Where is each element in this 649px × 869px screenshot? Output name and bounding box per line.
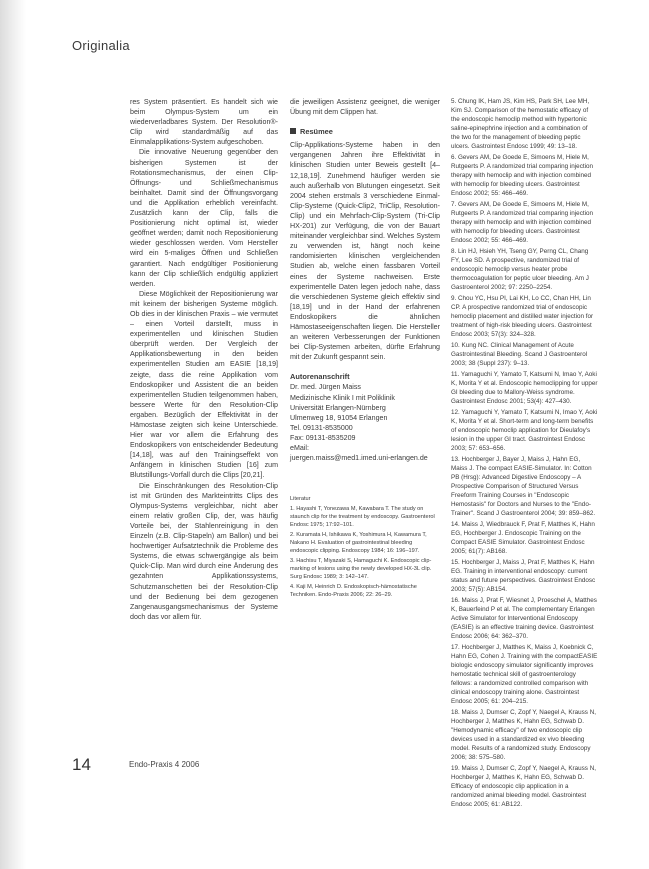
reference-item: 3. Hachisu T, Miyazaki S, Hamaguchi K. Endoscopic clip-marking of lesions using the newly developed HX-3L clip. Surg Endosc 1989; 3: 142–147.: [290, 558, 432, 581]
column-1: [130, 97, 278, 622]
square-bullet-icon: [290, 128, 296, 134]
author-line: Ulmenweg 18, 91054 Erlangen: [290, 413, 388, 422]
author-line: eMail:: [290, 444, 309, 452]
reference-item: 6. Gevers AM, De Goede E, Simoens M, Hiele M, Rutgeerts P. A randomized trial comparing injection therapy with hemoclip and with injection combined with hemoclip for bleeding ulcers. Gastrointest Endosc 2002; 55: 466–469.: [451, 154, 593, 197]
column-3-references: [451, 97, 598, 808]
reference-item: 9. Chou YC, Hsu PI, Lai KH, Lo CC, Chan HH, Lin CP. A prospective randomized trial of endoscopic hemoclip placement and distilled water injection for treatment of high-risk bleeding ulcers. Gastrointest Endosc 2003; 57(3): 324–328.: [451, 295, 594, 338]
references-heading: Literatur: [290, 496, 311, 503]
reference-item: 19. Maiss J, Dumser C, Zopf Y, Naegel A, Krauss N, Hochberger J, Matthes K, Hahn EG, Schwab D. Efficacy of endoscopic clip application in a randomized animal bleeding model. Gastrointest Endosc 2005; 61: AB122.: [451, 765, 597, 808]
reference-item: 17. Hochberger J, Matthes K, Maiss J, Koebnick C, Hahn EG, Cohen J. Training with the compactEASIE biologic endoscopy simulator significantly improves hemostatic technical skill of gastroenterology fellows: a randomized controlled comparison with clinical endoscopy training alone. Gastrointest Endosc 2005; 61: 204–215.: [451, 644, 598, 705]
author-line: Fax: 09131-8535209: [290, 433, 356, 442]
column-2: [290, 97, 440, 601]
reference-item: 12. Yamaguchi Y, Yamato T, Katsumi N, Imao Y, Aoki K, Morita Y et al. Short-term and long-term benefits of endoscopic hemoclip application for Dieulafoy's lesion in the upper GI tract. Gastrointest Endosc 2003; 57: 653–656.: [451, 409, 598, 452]
reference-item: 5. Chung IK, Ham JS, Kim HS, Park SH, Lee MH, Kim SJ. Comparison of the hemostatic efficacy of the endoscopic hemoclip method with hypertonic saline-epinephrine injection and a combination of the two for the management of bleeding peptic ulcers. Gastrointest Endosc 1999; 49: 13–18.: [451, 98, 590, 150]
reference-item: 13. Hochberger J, Bayer J, Maiss J, Hahn EG, Maiss J. The compact EASIE-Simulator. In: Cotton PB (Hrsg): Advanced Digestive Endoscopy – A Prospective Comparison of Structured Versus Freeform Training Courses in "Endoscopic Hemostasis" for Doctors and Nurses to the "Endo-Trainer". Scand J Gastroenterol 2004; 39: 859–862.: [451, 456, 596, 517]
paragraph: res System präsentiert. Es handelt sich wie beim Olympus-System um ein wiederverladbares System. Der Resolution®-Clip wird standardmäßig auf das Einmalapplikations-System aufgeschoben.: [130, 98, 278, 147]
author-line: Dr. med. Jürgen Maiss: [290, 383, 361, 392]
reference-item: 10. Kung NC. Clinical Management of Acute Gastrointestinal Bleeding. Scand J Gastroenterol 2003; 38 (Suppl 237): 9–13.: [451, 342, 588, 367]
paragraph: Die Einschränkungen des Resolution-Clip ist mit Gründen des Markteintritts Clips des Olympus-Systems vergleichbar, nicht aber einem relativ großen Clip, der, was häufig Vorteile bei, der Stahlenreinigung in den Einzeln (z.B. Clip-Stapeln) am Ballon) und bei hochwertiger Aufsatztechnik die Probleme des Systems, die etwas schwergängige als beim Quick-Clip. Man wird durch eine Änderung des gezahnten Applikationssystems, Schutzmanschetten bei der Resolution-Clip und der Bedienung bei dem gezogenen Zangenausgangsmechanismus der Systeme doch das vor allem für.: [130, 481, 278, 621]
reference-item: 18. Maiss J, Dumser C, Zopf Y, Naegel A, Krauss N, Hochberger J, Matthes K, Hahn EG, Schwab D. "Hemodynamic efficacy" of two endoscopic clip devices used in a standardized ex vivo bleeding model. Results of a randomized study. Endoscopy 2006; 38: 575–580.: [451, 709, 597, 761]
author-line: Medizinische Klinik I mit Poliklinik: [290, 393, 395, 402]
reference-item: 16. Maiss J, Prat F, Wiesnet J, Proeschel A, Matthes K, Bauerfeind P et al. The complementary Erlangen Active Simulator for Interventional Endoscopy (EASIE) is an effective training device. Gastrointest Endosc 2006; 64: 362–370.: [451, 597, 597, 640]
references-start: [290, 495, 440, 599]
paragraph: die jeweiligen Assistenz geeignet, die weniger Übung mit dem Clippen hat.: [290, 98, 440, 117]
scan-shadow: [0, 0, 26, 869]
author-address: [290, 372, 440, 463]
reference-item: 14. Maiss J, Wiedbrauck F, Prat F, Matthes K, Hahn EG, Hochberger J. Endoscopic Training on the Compact EASIE Simulator. Gastrointest Endosc 2005; 61(7): AB168.: [451, 521, 595, 555]
page-number: 14: [72, 755, 91, 774]
reference-item: 7. Gevers AM, De Goede E, Simoens M, Hiele M, Rutgeerts P. A randomized trial comparing injection therapy with hemoclip and with injection combined with hemoclip for bleeding ulcers. Gastrointest Endosc 2002; 55: 466–469.: [451, 201, 593, 244]
reference-item: 2. Kuramata H, Ishikawa K, Yoshimura H, Kawamura T, Nakano H. Evaluation of gastrointestinal bleeding endoscopic clipping. Endoscopy 1984; 16: 196–197.: [290, 532, 427, 555]
reference-item: 15. Hochberger J, Maiss J, Prat F, Matthes K, Hahn EG. Training in interventional endoscopy: current status and future perspectives. Gastrointest Endosc 2003; 57(5): AB154.: [451, 559, 596, 593]
journal-name: Endo-Praxis 4 2006: [129, 760, 200, 769]
paragraph: Clip-Applikations-Systeme haben in den vergangenen Jahren ihre Effektivität in klinischen Studien unter Beweis gestellt [4–12,18,19]. Zunehmend häufiger werden sie auch außerhalb von Blutungen eingesetzt. Seit 2004 stehen erstmals 3 verschiedene Einmal-Clip-Systeme (Quick-Clip2, TriClip, Resolution-Clip) und ein Mehrfach-Clip-System (Tri-Clip HX-201) zur Verfügung, die von der Bauart miteinander vergleichbar sind. Welches System zu verwenden ist, hängt noch keine randomisierten klinischen vergleichenden Studien ab, welche einen fassbaren Vorteil eines der Systeme nachweisen. Erste experimentelle Daten legen jedoch nahe, dass die verschiedenen Systeme gleich effektiv sind [18,19] und in der Hand der erfahrenen Endoskopikers die ähnlichen Hämostaseeigenschaften liegen. Die Hersteller an weiteren Verbesserungen der Funktionen bei Clip-Systemen arbeiten, dürfte Erfahrung mit der Zukunft gespannt sein.: [290, 141, 440, 362]
author-line: Universität Erlangen-Nürnberg: [290, 403, 386, 412]
author-line: Tel. 09131-8535000: [290, 423, 353, 432]
paragraph: Die innovative Neuerung gegenüber den bisherigen Systemen ist der Rotationsmechanismus, der einen Clip-Öffnungs- und Schließmechanismus beinhaltet. Damit sind der Öffnungsvorgang und die Applikation erheblich vereinfacht. Zusätzlich kann der Clip, falls die Positionierung nicht optimal ist, wieder geöffnet werden; damit noch Repositionierung wieder geschlossen werden. Vom Hersteller wird ein 5-maliges Öffnen und Schließen garantiert. Nach endgültiger Positionierung kann der Clip schließlich endgültig appliziert werden.: [130, 148, 278, 288]
reference-item: 4. Kaji M, Heinrich D. Endoskopisch-hämostatische Techniken. Endo-Praxis 2006; 22: 26–29.: [290, 584, 417, 599]
reference-item: 8. Lin HJ, Hsieh YH, Tseng GY, Perng CL, Chang FY, Lee SD. A prospective, randomized trial of endoscopic hemoclip versus heater probe thermocoagulation for peptic ulcer bleeding. Am J Gastroenterol 2002; 97: 2250–2254.: [451, 248, 589, 291]
section-heading-resuemee: [290, 127, 440, 137]
author-heading: Autorenanschrift: [290, 372, 350, 382]
section-label: Originalia: [72, 38, 130, 53]
reference-item: 1. Hayashi T, Yonezawa M, Kawabara T. The study on staunch clip for the treatment by endoscopy. Gastroenterol Endosc 1975; 17:92–101.: [290, 506, 435, 529]
heading-text: Resümee: [300, 127, 333, 137]
reference-item: 11. Yamaguchi Y, Yamato T, Katsumi N, Imao Y, Aoki K, Morita Y et al. Endoscopic hemoclipping for upper GI bleeding due to Mallory-Weiss syndrome. Gastrointest Endosc 2001; 53(4): 427–430.: [451, 371, 598, 405]
author-email: juergen.maiss@med1.imed.uni-erlangen.de: [290, 454, 428, 463]
page-footer: [72, 755, 597, 775]
paragraph: Diese Möglichkeit der Repositionierung war mit keinem der bisherigen Systeme möglich. Ob dies in der klinischen Praxis – wie vermutet – einen Vorteil darstellt, muss in experimentellen und klinischen Studien überprüft werden. Der Vergleich der Applikationsbewertung in den beiden experimentellen Studien am EASIE [18,19] zeigte, dass die reine Applikation vom Endoskopiker und Assistent die an beiden experimentellen Studien teilgenommen haben, bessere Werte für den Resolution-Clip ergaben. Bezüglich der Effektivität in der Hämostase zeigten sich keine Unterschiede. Hier war vor allem die Erfahrung des Endoskopikers von entscheidender Bedeutung [14,18], was auf den Trainingseffekt von Anfängern in klinischen Studien [16] zum Blutstillungs-Vorfall durch die Clips [20,21].: [130, 289, 278, 480]
